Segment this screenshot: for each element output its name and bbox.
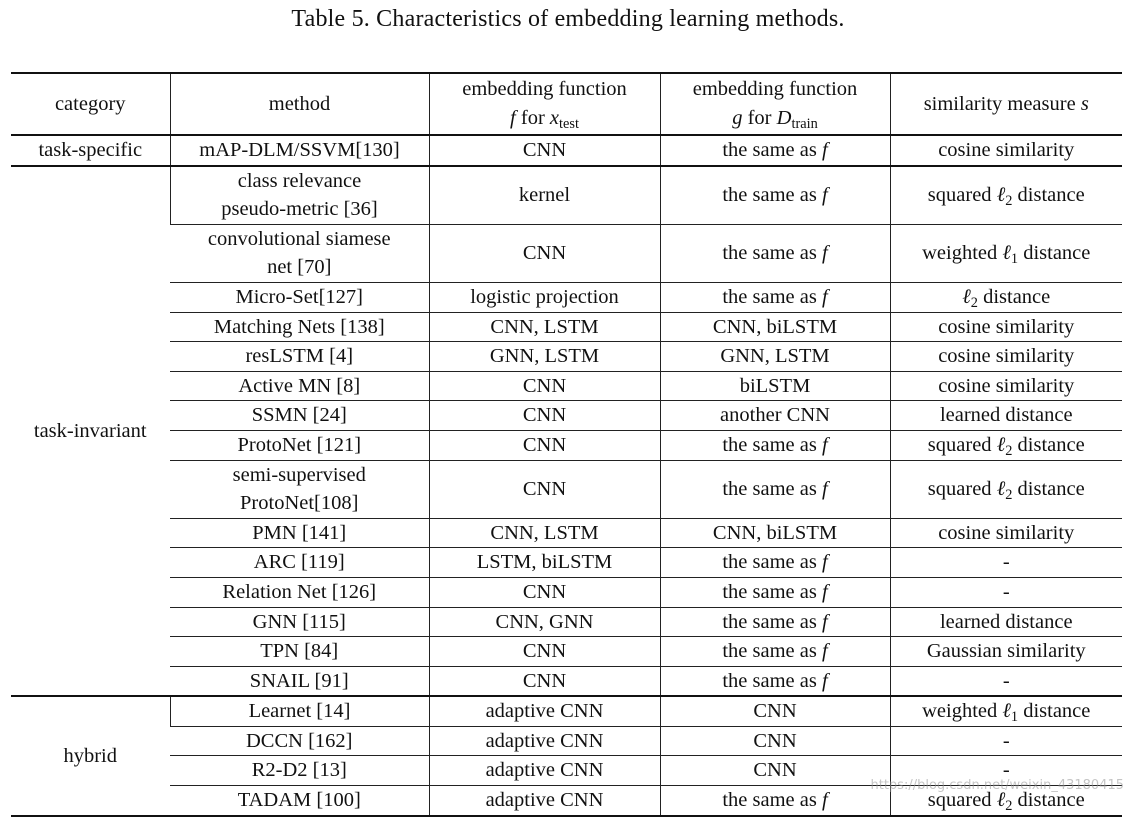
distance-text: distance bbox=[1012, 183, 1085, 206]
s-cell: - bbox=[890, 756, 1122, 786]
g-cell: biLSTM bbox=[660, 371, 890, 401]
f-symbol: f bbox=[821, 669, 828, 692]
method-cell: SSMN [24] bbox=[170, 401, 429, 431]
f-cell: CNN, LSTM bbox=[429, 312, 660, 342]
s-cell: - bbox=[890, 548, 1122, 578]
ell-subscript: 2 bbox=[1005, 192, 1013, 209]
method-cell: Active MN [8] bbox=[170, 371, 429, 401]
ell-subscript: 2 bbox=[1005, 486, 1013, 503]
method-cell: Matching Nets [138] bbox=[170, 312, 429, 342]
header-g-var: D bbox=[776, 107, 792, 129]
table-row bbox=[11, 430, 1122, 460]
squared-text: squared bbox=[927, 433, 997, 456]
g-cell bbox=[660, 637, 890, 667]
same-as-text: the same as bbox=[722, 580, 822, 603]
weighted-text: weighted bbox=[922, 242, 1003, 265]
table-row bbox=[11, 637, 1122, 667]
g-cell: CNN bbox=[660, 756, 890, 786]
g-cell bbox=[660, 577, 890, 607]
header-row bbox=[11, 73, 1122, 135]
g-cell: CNN, biLSTM bbox=[660, 518, 890, 548]
f-symbol: f bbox=[821, 610, 828, 633]
ell-subscript: 1 bbox=[1010, 251, 1019, 268]
method-cell: TPN [84] bbox=[170, 637, 429, 667]
header-f-mid: for bbox=[515, 107, 550, 129]
ell-subscript: 2 bbox=[1005, 442, 1013, 459]
method-cell: Learnet [14] bbox=[170, 696, 429, 726]
method-line: semi-supervised bbox=[232, 463, 366, 486]
s-cell bbox=[890, 224, 1122, 282]
method-cell: SNAIL [91] bbox=[170, 666, 429, 696]
method-cell: GNN [115] bbox=[170, 607, 429, 637]
f-cell: logistic projection bbox=[429, 282, 660, 312]
method-cell: ProtoNet [121] bbox=[170, 430, 429, 460]
g-cell bbox=[660, 666, 890, 696]
f-cell: CNN bbox=[429, 637, 660, 667]
method-line: ProtoNet[108] bbox=[240, 492, 359, 515]
table-row bbox=[11, 166, 1122, 225]
f-cell: CNN bbox=[429, 460, 660, 518]
method-line: convolutional siamese bbox=[207, 227, 391, 250]
f-cell: CNN bbox=[429, 224, 660, 282]
distance-text: distance bbox=[1012, 433, 1085, 456]
f-cell: CNN, GNN bbox=[429, 607, 660, 637]
ell-symbol: ℓ bbox=[996, 183, 1006, 206]
ell-symbol: ℓ bbox=[996, 789, 1006, 812]
distance-text: distance bbox=[1018, 700, 1091, 723]
method-cell bbox=[170, 460, 429, 518]
table-row bbox=[11, 696, 1122, 726]
g-cell: another CNN bbox=[660, 401, 890, 431]
f-cell: kernel bbox=[429, 166, 660, 225]
header-g-mid: for bbox=[742, 107, 777, 129]
table-row bbox=[11, 577, 1122, 607]
watermark: https://blog.csdn.net/weixin_43180415 bbox=[870, 778, 1124, 793]
s-cell: - bbox=[890, 577, 1122, 607]
method-cell: TADAM [100] bbox=[170, 786, 429, 816]
header-f bbox=[429, 73, 660, 135]
f-cell: LSTM, biLSTM bbox=[429, 548, 660, 578]
f-cell: CNN bbox=[429, 430, 660, 460]
f-symbol: f bbox=[821, 477, 828, 500]
f-cell: adaptive CNN bbox=[429, 786, 660, 816]
method-cell: resLSTM [4] bbox=[170, 342, 429, 372]
f-symbol: f bbox=[821, 242, 828, 265]
f-symbol: f bbox=[821, 183, 828, 206]
table-row bbox=[11, 548, 1122, 578]
same-as-text: the same as bbox=[722, 433, 822, 456]
method-cell: mAP-DLM/SSVM[130] bbox=[170, 135, 429, 166]
method-cell: Micro-Set[127] bbox=[170, 282, 429, 312]
s-cell: learned distance bbox=[890, 401, 1122, 431]
table-caption: Table 5. Characteristics of embedding learning methods. bbox=[291, 6, 845, 32]
method-line: net [70] bbox=[267, 256, 332, 279]
s-cell bbox=[890, 166, 1122, 225]
f-cell: CNN, LSTM bbox=[429, 518, 660, 548]
method-line: class relevance bbox=[237, 169, 362, 192]
header-similarity bbox=[890, 73, 1122, 135]
method-cell bbox=[170, 224, 429, 282]
s-cell bbox=[890, 282, 1122, 312]
f-symbol: f bbox=[821, 433, 828, 456]
same-as-text: the same as bbox=[722, 789, 822, 812]
same-as-text: the same as bbox=[722, 669, 822, 692]
s-cell: learned distance bbox=[890, 607, 1122, 637]
method-cell: ARC [119] bbox=[170, 548, 429, 578]
header-g-line1: embedding function bbox=[692, 78, 858, 100]
g-cell bbox=[660, 282, 890, 312]
same-as-text: the same as bbox=[722, 242, 822, 265]
distance-text: distance bbox=[1012, 789, 1085, 812]
method-cell: Relation Net [126] bbox=[170, 577, 429, 607]
s-cell bbox=[890, 460, 1122, 518]
method-cell bbox=[170, 166, 429, 225]
method-cell: R2-D2 [13] bbox=[170, 756, 429, 786]
f-symbol: f bbox=[821, 580, 828, 603]
table-row bbox=[11, 342, 1122, 372]
s-cell: - bbox=[890, 666, 1122, 696]
f-symbol: f bbox=[821, 285, 828, 308]
same-as-text: the same as bbox=[722, 551, 822, 574]
g-cell bbox=[660, 786, 890, 816]
g-cell: GNN, LSTM bbox=[660, 342, 890, 372]
header-category: category bbox=[11, 73, 170, 135]
g-cell bbox=[660, 548, 890, 578]
header-f-line1: embedding function bbox=[462, 78, 627, 100]
ell-subscript: 2 bbox=[970, 294, 978, 311]
ell-symbol: ℓ bbox=[962, 285, 971, 308]
f-cell: CNN bbox=[429, 666, 660, 696]
f-cell: GNN, LSTM bbox=[429, 342, 660, 372]
ell-symbol: ℓ bbox=[996, 477, 1006, 500]
g-cell bbox=[660, 135, 890, 166]
table-row bbox=[11, 135, 1122, 166]
same-as-text: the same as bbox=[722, 610, 822, 633]
s-cell bbox=[890, 696, 1122, 726]
f-cell: adaptive CNN bbox=[429, 726, 660, 756]
f-symbol: f bbox=[821, 789, 828, 812]
ell-symbol: ℓ bbox=[1002, 242, 1011, 265]
same-as-text: the same as bbox=[722, 477, 822, 500]
f-cell: adaptive CNN bbox=[429, 696, 660, 726]
header-g-sym: g bbox=[732, 107, 743, 129]
s-cell: cosine similarity bbox=[890, 312, 1122, 342]
same-as-text: the same as bbox=[722, 640, 822, 663]
header-method: method bbox=[170, 73, 429, 135]
table-row bbox=[11, 666, 1122, 696]
header-g bbox=[660, 73, 890, 135]
s-cell: - bbox=[890, 726, 1122, 756]
same-as-text: the same as bbox=[722, 139, 822, 161]
table-row bbox=[11, 312, 1122, 342]
squared-text: squared bbox=[927, 183, 997, 206]
same-as-text: the same as bbox=[722, 183, 822, 206]
method-line: pseudo-metric [36] bbox=[221, 198, 378, 221]
method-cell: PMN [141] bbox=[170, 518, 429, 548]
category-cell: task-specific bbox=[11, 135, 170, 166]
g-cell: CNN bbox=[660, 726, 890, 756]
g-cell: CNN bbox=[660, 696, 890, 726]
f-cell: CNN bbox=[429, 577, 660, 607]
f-symbol: f bbox=[821, 551, 828, 574]
table-row bbox=[11, 607, 1122, 637]
f-cell: CNN bbox=[429, 371, 660, 401]
f-symbol: f bbox=[821, 640, 828, 663]
header-g-sub: train bbox=[791, 116, 818, 132]
f-symbol: f bbox=[821, 139, 828, 161]
s-cell bbox=[890, 430, 1122, 460]
ell-subscript: 1 bbox=[1010, 709, 1019, 726]
s-cell: cosine similarity bbox=[890, 518, 1122, 548]
ell-subscript: 2 bbox=[1005, 798, 1013, 815]
s-cell: Gaussian similarity bbox=[890, 637, 1122, 667]
distance-text: distance bbox=[1012, 477, 1085, 500]
g-cell bbox=[660, 460, 890, 518]
g-cell: CNN, biLSTM bbox=[660, 312, 890, 342]
squared-text: squared bbox=[927, 789, 997, 812]
header-sim-text: similarity measure bbox=[923, 92, 1081, 115]
weighted-text: weighted bbox=[922, 700, 1003, 723]
methods-table bbox=[11, 72, 1122, 817]
g-cell bbox=[660, 166, 890, 225]
table-row bbox=[11, 371, 1122, 401]
header-f-sub: test bbox=[559, 116, 579, 132]
distance-text: distance bbox=[1018, 242, 1091, 265]
table-row bbox=[11, 726, 1122, 756]
header-f-sym: f bbox=[510, 107, 516, 129]
f-cell: adaptive CNN bbox=[429, 756, 660, 786]
method-cell: DCCN [162] bbox=[170, 726, 429, 756]
g-cell bbox=[660, 224, 890, 282]
s-cell: cosine similarity bbox=[890, 371, 1122, 401]
distance-text: distance bbox=[977, 285, 1051, 308]
category-cell: hybrid bbox=[11, 696, 170, 815]
g-cell bbox=[660, 607, 890, 637]
s-cell: cosine similarity bbox=[890, 342, 1122, 372]
ell-symbol: ℓ bbox=[1002, 700, 1011, 723]
header-f-var: x bbox=[549, 107, 560, 129]
table-row bbox=[11, 460, 1122, 518]
table-row bbox=[11, 282, 1122, 312]
s-cell: cosine similarity bbox=[890, 135, 1122, 166]
squared-text: squared bbox=[927, 477, 997, 500]
category-cell: task-invariant bbox=[11, 166, 170, 697]
table-row bbox=[11, 401, 1122, 431]
f-cell: CNN bbox=[429, 401, 660, 431]
table-row bbox=[11, 518, 1122, 548]
same-as-text: the same as bbox=[722, 285, 822, 308]
header-sim-sym: s bbox=[1080, 92, 1089, 115]
f-cell: CNN bbox=[429, 135, 660, 166]
g-cell bbox=[660, 430, 890, 460]
table-row bbox=[11, 224, 1122, 282]
ell-symbol: ℓ bbox=[996, 433, 1006, 456]
